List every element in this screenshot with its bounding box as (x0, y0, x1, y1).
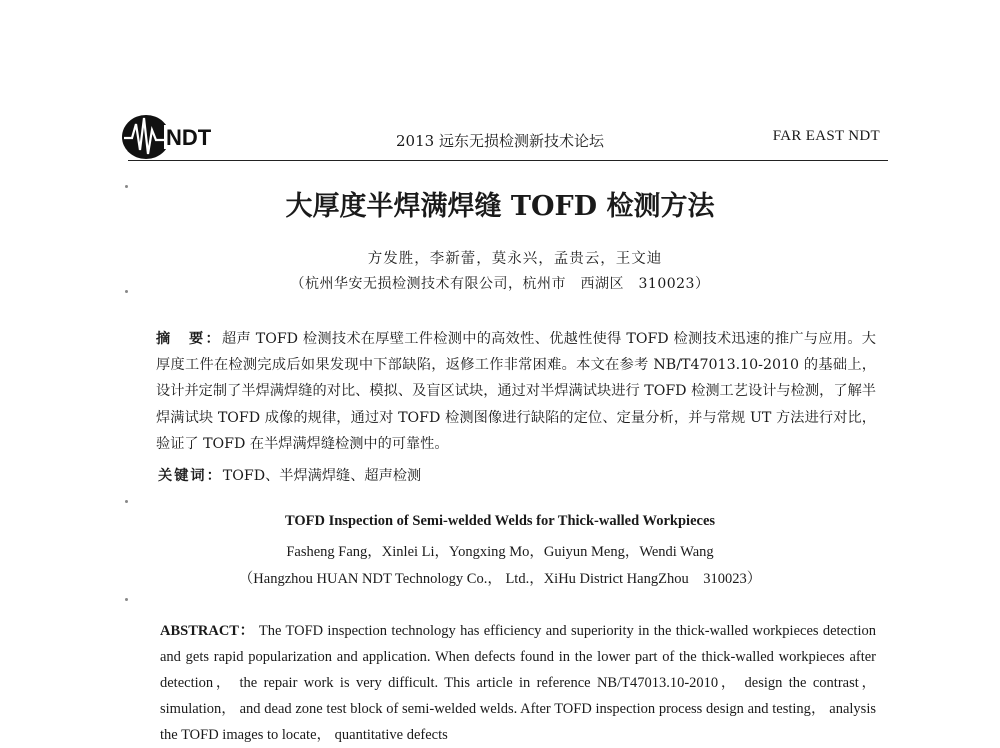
keywords-label: 关键词： (158, 468, 223, 484)
scan-speck (125, 500, 128, 503)
keywords (158, 465, 858, 485)
paper-title: 大厚度半焊满焊缝 TOFD 检测方法 (285, 191, 715, 222)
affiliation: （杭州华安无损检测技术有限公司，杭州市 西湖区 310023） (290, 276, 710, 292)
header-divider (128, 160, 888, 161)
scan-speck (125, 598, 128, 601)
author-list: 方发胜，李新蕾，莫永兴，孟贵云，王文迪 (367, 251, 663, 267)
abstract-en-text: The TOFD inspection technology has efficiency and superiority in the thick-walled workpieces detection and gets rapid popularization and application. When defects found in the lower part of the thick-walled workpieces after detection， the repair work is very difficult. This article in reference NB/T47013.10-2010， design the contrast， simulation， and dead zone test block of semi-welded welds. After TOFD inspection process design and testing， analysis the TOFD images to locate， quantitative defects (160, 623, 876, 743)
header-brand: FAR EAST NDT (772, 128, 880, 144)
english-authors: Fasheng Fang，Xinlei Li，Yongxing Mo，Guiyun Meng，Wendi Wang (286, 544, 714, 560)
abstract-en-label: ABSTRACT： (160, 623, 255, 639)
abstract-cn-text: 超声 TOFD 检测技术在厚壁工件检测中的高效性、优越性使得 TOFD 检测技术迅速的推广与应用。大厚度工件在检测完成后如果发现中下部缺陷，返修工作非常困难。本文在参考 NB/T47013.10-2010 的基础上，设计并定制了半焊满焊缝的对比、模拟、及盲区试块，通过对半焊满试块进行 TOFD 检测工艺设计与检测，了解半焊满试块 TOFD 成像的规律，通过对 TOFD 检测图像进行缺陷的定位、定量分析，并与常规 UT 方法进行对比，验证了 TOFD 在半焊满焊缝检测中的可靠性。 (156, 331, 876, 452)
abstract-cn-label: 摘 要： (156, 331, 222, 347)
header-forum-name: 2013 远东无损检测新技术论坛 (396, 132, 604, 150)
ndt-logo-graphic (120, 110, 216, 164)
abstract-en (128, 618, 876, 748)
english-affiliation: （Hangzhou HUAN NDT Technology Co.， Ltd.，XiHu District HangZhou 310023） (238, 571, 762, 587)
keywords-text: TOFD、半焊满焊缝、超声检测 (222, 468, 422, 484)
scan-speck (125, 185, 128, 188)
abstract-cn (128, 326, 876, 457)
scan-speck (125, 290, 128, 293)
logo-text: NDT (166, 125, 212, 150)
english-title: TOFD Inspection of Semi-welded Welds for Thick-walled Workpieces (284, 513, 716, 529)
ndt-logo (120, 110, 216, 164)
